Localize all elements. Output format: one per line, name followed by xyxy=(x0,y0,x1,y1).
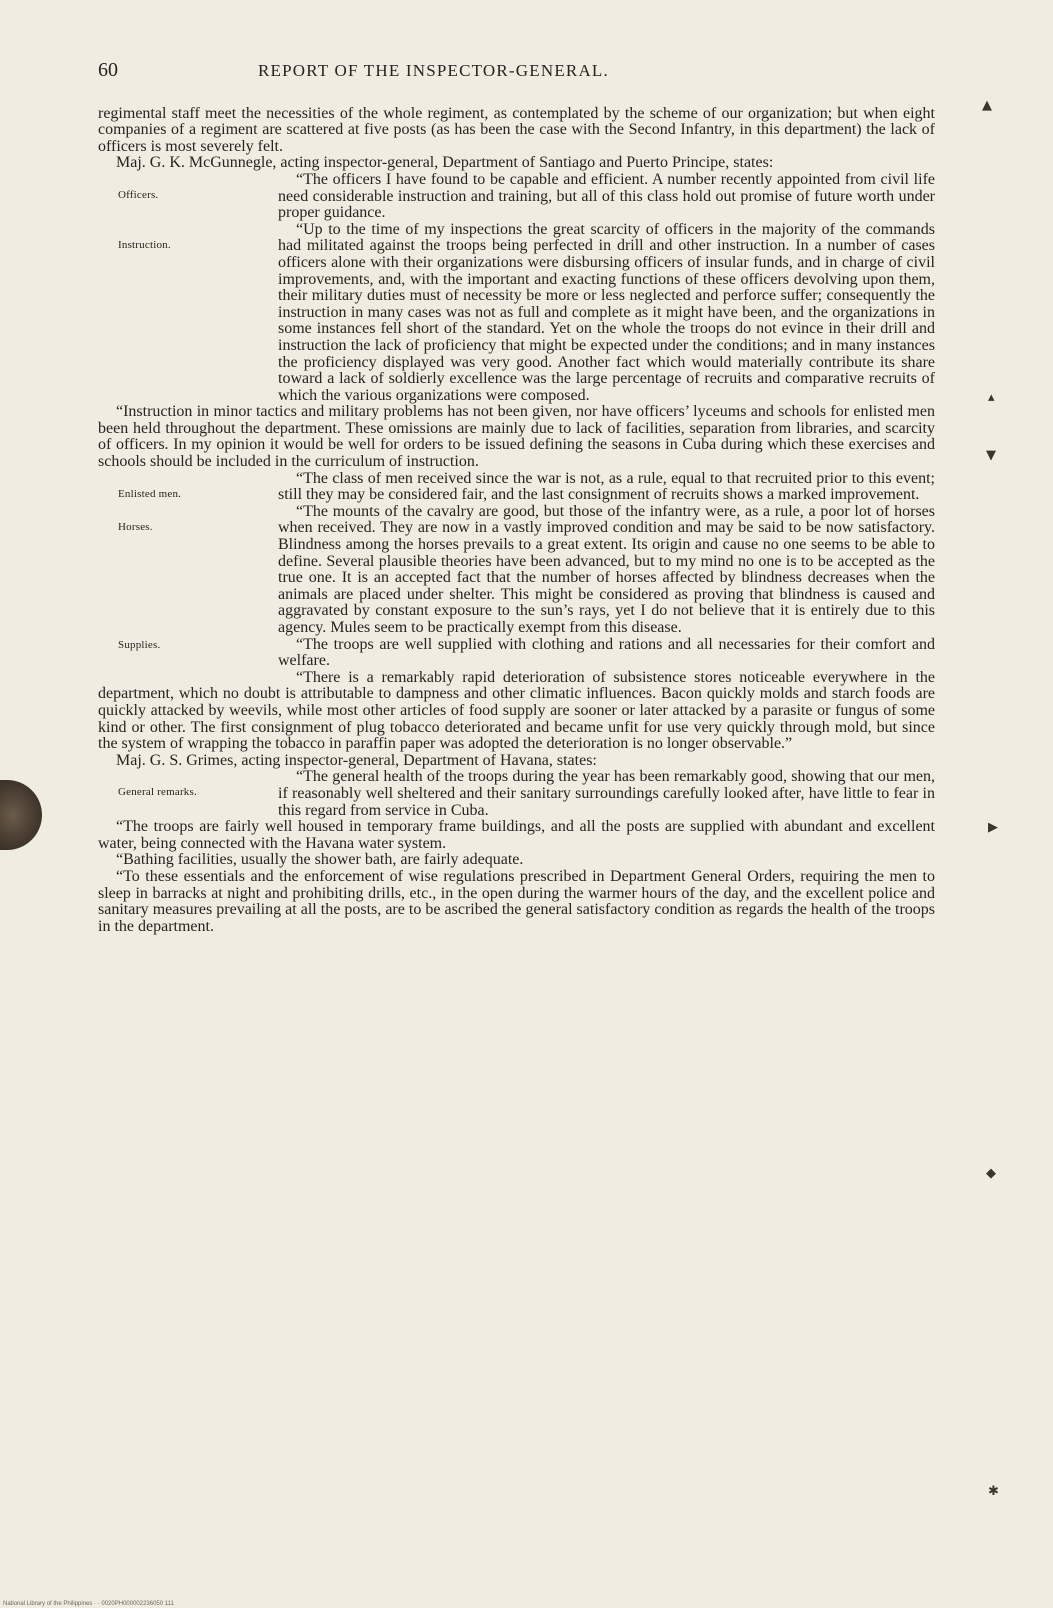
paragraph: “The general health of the troops during the year has been remarkably good, showing that our men, if reasonably well sheltered and their sanitary surroundings carefully looked after, have little to fear in this regard from service in Cuba. xyxy=(278,768,935,819)
paragraph: Maj. G. K. McGunnegle, acting inspector-general, Department of Santiago and Puerto Principe, states: xyxy=(116,154,774,172)
sidenote-block-officers xyxy=(98,172,935,222)
paragraph: “Instruction in minor tactics and military problems has not been given, nor have officers’ lyceums and schools for enlisted men been held throughout the department. These omissions are mainly due to lack of facilities, separation from libraries, and scarcity of officers. In my opinion it would be well for orders to be issued defining the seasons in Cuba during which these exercises and schools should be included in the curriculum of instruction. xyxy=(98,403,935,471)
scan-margin-mark: ▲ xyxy=(982,98,992,113)
sidenote-supplies: Supplies. xyxy=(118,638,161,651)
sidenote-block-horses xyxy=(98,504,935,637)
paragraph: “There is a remarkably rapid deterioration of subsistence stores noticeable everywhere in the department, which no doubt is attributable to dampness and other climatic influences. Bacon quickly molds and starch foods are quickly attacked by weevils, while most other articles of food supply are sooner or later attacked by a parasite or fungus of some kind or other. The first consignment of plug tobacco deteriorated and became unfit for use very quickly through mold, but since the system of wrapping the tobacco in paraffin paper was adopted the deterioration is no longer observable.” xyxy=(98,668,935,753)
paragraph: “Up to the time of my inspections the great scarcity of officers in the majority of the commands had militated against the troops being perfected in drill and other instruction. In a number of cases officers alone with their organizations were disbursing officers of insular funds, and in charge of civil improvements, and, with the important and exacting functions of these officers devolving upon them, their military duties must of necessity be more or less neglected and perforce suffer; consequently the instruction in many cases was not as full and complete as it might have been, and the organizations in some instances fell short of the standard. Yet on the whole the troops do not evince in their drill and instruction the lack of proficiency that might be expected under the conditions; and in many instances the proficiency displayed was very good. Another fact which would materially contribute its share toward a lack of soldierly excellence was the large percentage of recruits and comparative recruits of which the various organizations were composed. xyxy=(278,220,935,404)
paragraph: “The officers I have found to be capable and efficient. A number recently appointed from civil life need considerable instruction and training, but all of this class hold out promise of future worth under proper guidance. xyxy=(278,170,935,222)
sidenote-officers: Officers. xyxy=(118,188,159,201)
paragraph: “The class of men received since the war is not, as a rule, equal to that recruited prior to this event; still they may be considered fair, and the last consignment of recruits shows a marked improvement. xyxy=(278,469,935,504)
sidenote-block-general-remarks xyxy=(98,769,935,819)
page-header xyxy=(98,59,935,81)
paragraph: regimental staff meet the necessities of the whole regiment, as contemplated by the scheme of our organization; but when eight companies of a regiment are scattered at five posts (as has been the case with the Second Infantry, in this department) the lack of officers is most severely felt. xyxy=(98,104,935,155)
scan-margin-mark: ◆ xyxy=(986,1166,996,1181)
running-title: REPORT OF THE INSPECTOR-GENERAL. xyxy=(258,61,609,80)
paragraph: “Bathing facilities, usually the shower bath, are fairly adequate. xyxy=(116,851,524,869)
paragraph: “The troops are well supplied with clothing and rations and all necessaries for their comfort and welfare. xyxy=(278,635,935,670)
paragraph: “The mounts of the cavalry are good, but those of the infantry were, as a rule, a poor lot of horses when received. They are now in a vastly improved condition and may be said to be now satisfactory. Blindness among the horses prevails to a great extent. Its origin and cause no one seems to be able to define. Several plausible theories have been advanced, but to my mind no one is to be accepted as the true one. It is an accepted fact that the number of horses affected by blindness decreases when the animals are placed under shelter. This might be considered as proving that blindness is caused and aggravated by constant exposure to the sun’s rays, yet I do not believe that it is entirely due to this agency. Mules seem to be practically exempt from this disease. xyxy=(278,502,935,636)
scan-thumb-shadow xyxy=(0,780,42,850)
scan-margin-mark: ▴ xyxy=(988,390,995,405)
paragraph: “The troops are fairly well housed in temporary frame buildings, and all the posts are supplied with abundant and excellent water, being connected with the Havana water system. xyxy=(98,818,935,852)
paragraph: “To these essentials and the enforcement of wise regulations prescribed in Department General Orders, requiring the men to sleep in barracks at night and prohibiting drills, etc., in the open during the warmer hours of the day, and the excellent police and sanitary measures prevailing at all the posts, are to be ascribed the general satisfactory condition as regards the health of the troops in the department. xyxy=(98,867,935,935)
sidenote-horses: Horses. xyxy=(118,520,153,533)
sidenote-enlisted-men: Enlisted men. xyxy=(118,487,182,500)
sidenote-block-instruction xyxy=(98,222,935,405)
sidenote-general-remarks: General remarks. xyxy=(118,786,197,799)
paragraph: Maj. G. S. Grimes, acting inspector-general, Department of Havana, states: xyxy=(116,751,597,769)
continuation-block-supplies xyxy=(98,670,935,753)
sidenote-block-enlisted-men xyxy=(98,471,935,504)
document-page xyxy=(98,59,935,935)
sidenote-instruction: Instruction. xyxy=(118,238,171,251)
scan-margin-mark: ▼ xyxy=(986,448,996,463)
scan-margin-mark: ▶ xyxy=(988,820,998,835)
sidenote-block-supplies xyxy=(98,637,935,670)
scan-margin-mark: ✱ xyxy=(988,1484,999,1499)
scan-credit-strip: National Library of the Philippines · · 0020PH000002236050 111 xyxy=(3,1601,174,1607)
page-number: 60 xyxy=(98,59,118,81)
